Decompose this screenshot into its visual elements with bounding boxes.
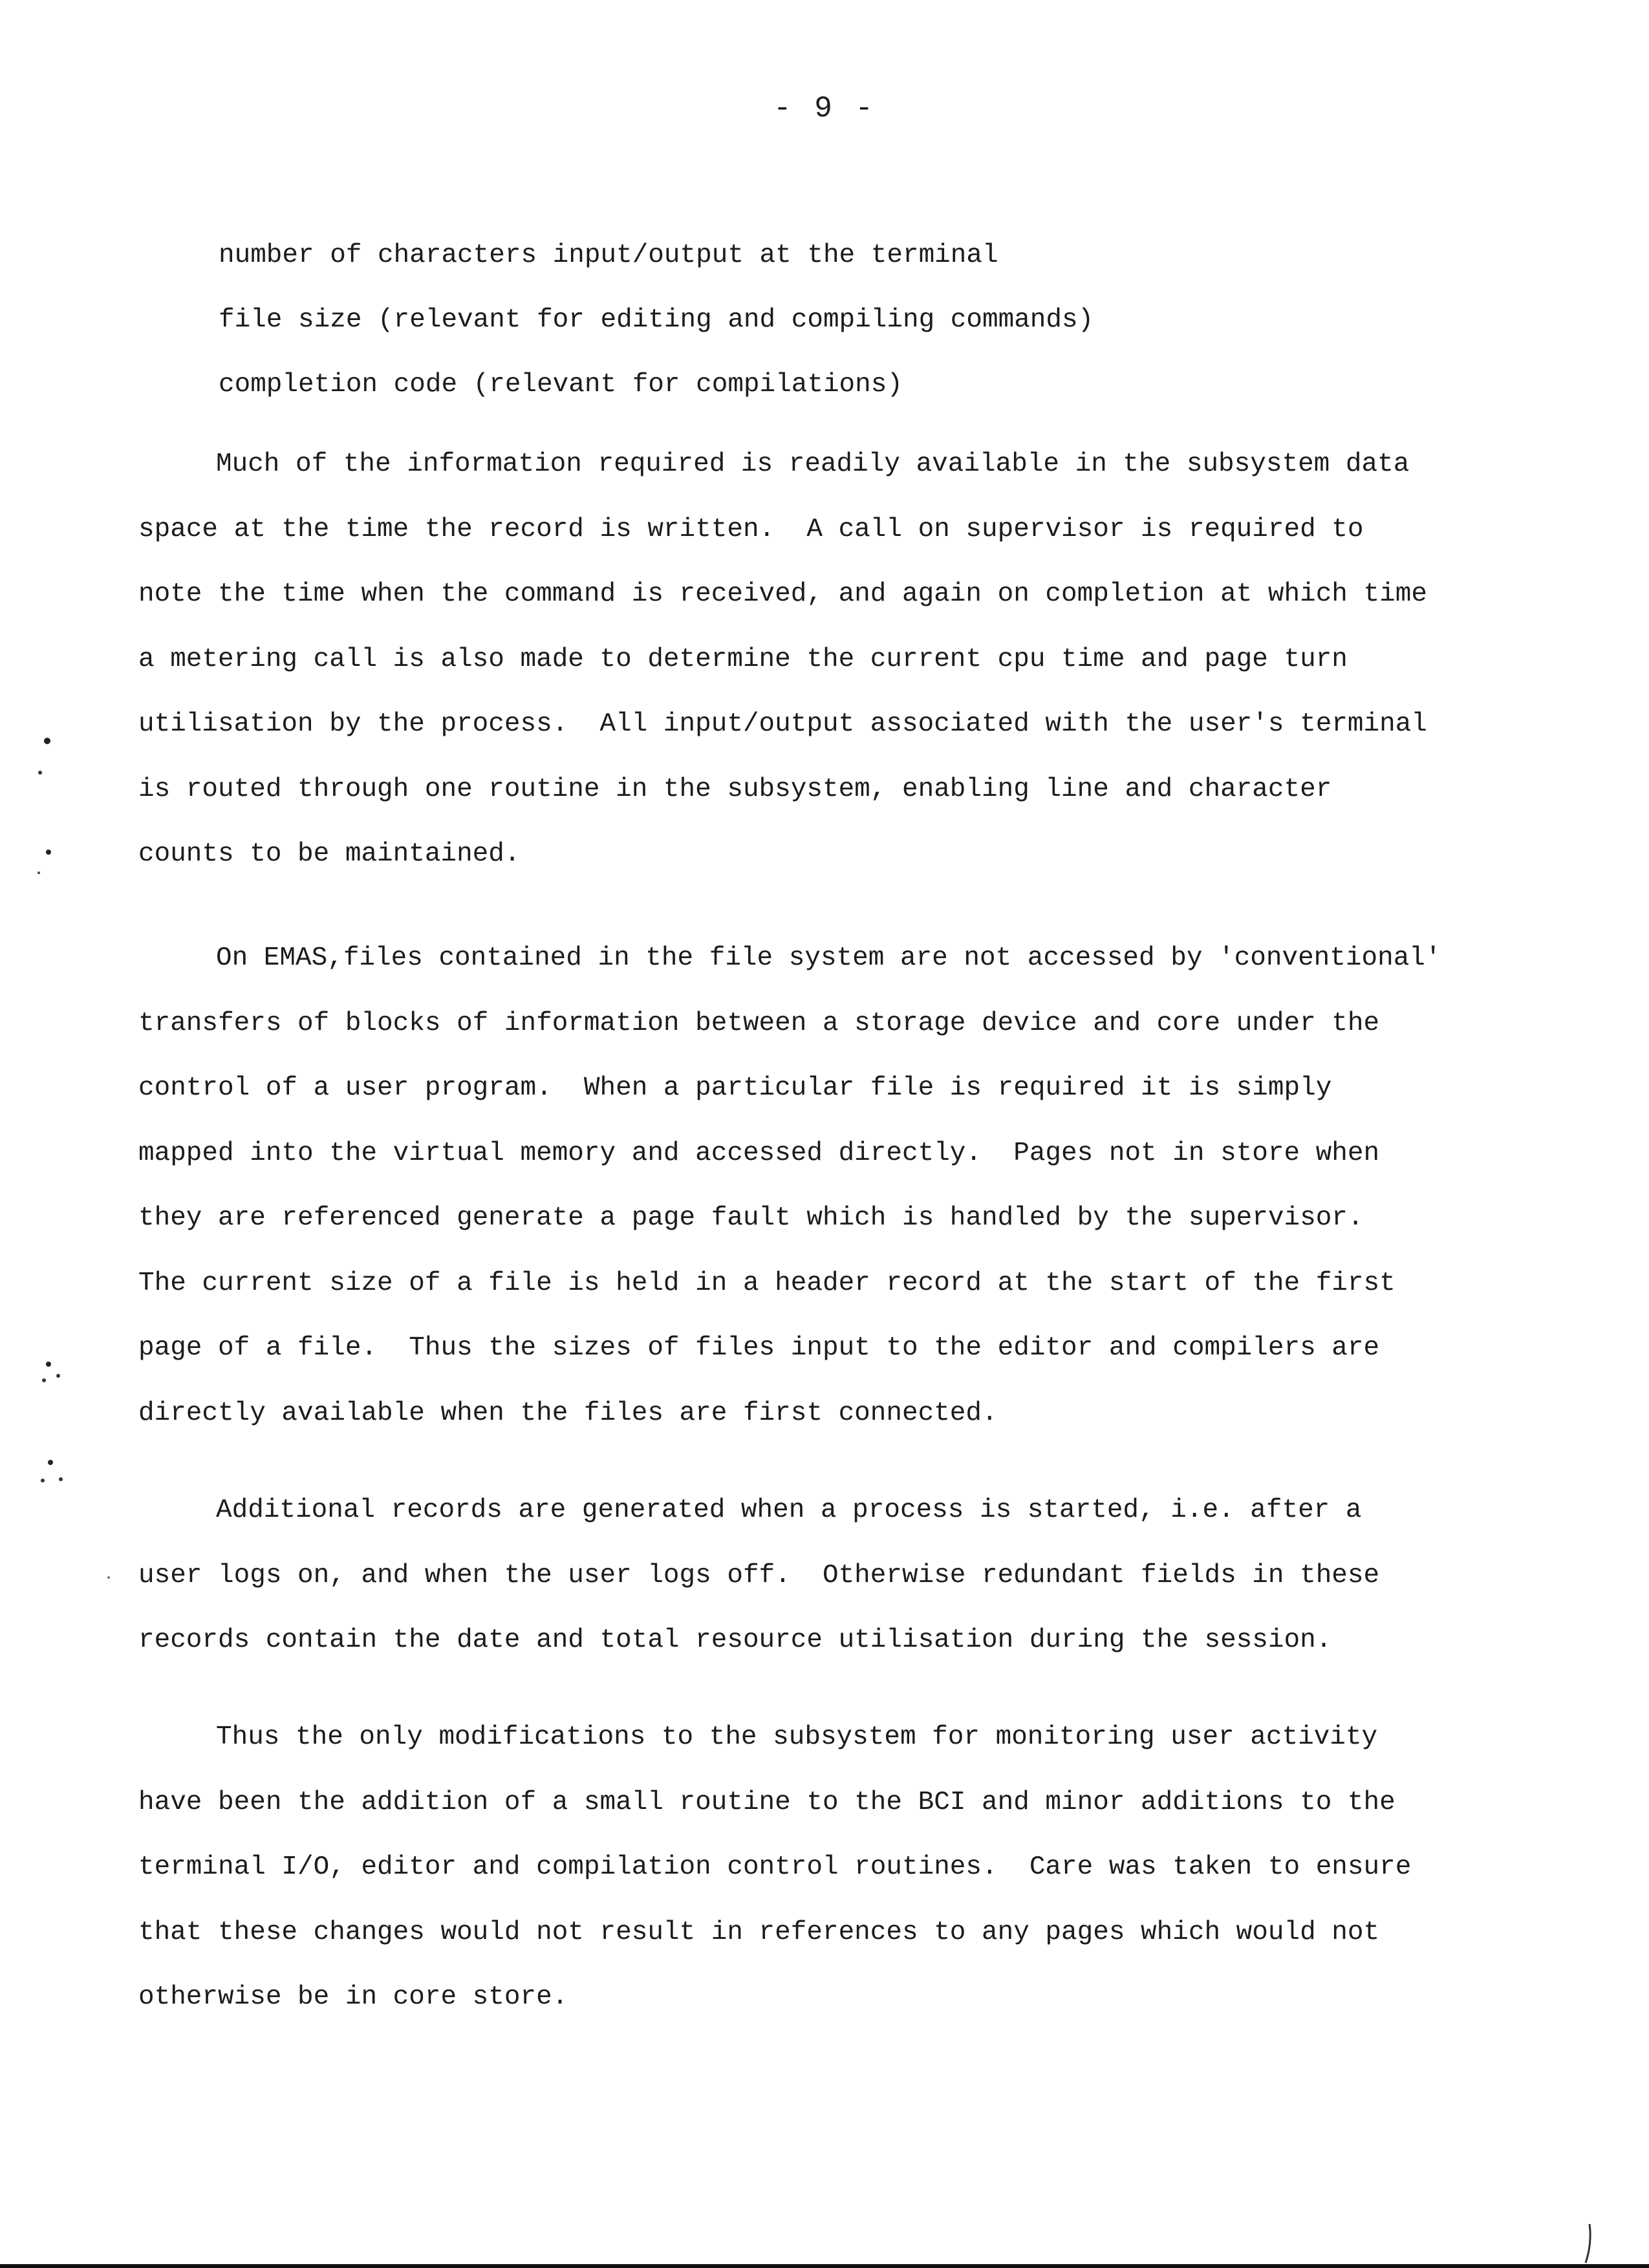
scan-mark — [1586, 2224, 1590, 2263]
page-number: - 9 - — [773, 92, 876, 125]
scan-speck — [44, 738, 50, 744]
paragraph-line: a metering call is also made to determine the current cpu time and page turn — [138, 644, 1348, 674]
paragraph-line: Much of the information required is readily available in the subsystem data — [216, 449, 1410, 479]
list-item: number of characters input/output at the terminal — [219, 241, 998, 270]
paragraph-line: they are referenced generate a page fault which is handled by the supervisor. — [138, 1203, 1364, 1233]
paragraph-line: otherwise be in core store. — [138, 1982, 568, 2012]
scan-bottom-edge — [0, 2264, 1649, 2268]
paragraph-line: mapped into the virtual memory and accessed directly. Pages not in store when — [138, 1138, 1380, 1168]
scan-speck — [107, 1576, 110, 1579]
list-item: file size (relevant for editing and compiling commands) — [219, 305, 1094, 335]
scan-speck — [38, 771, 42, 775]
paragraph-line: Thus the only modifications to the subsystem for monitoring user activity — [216, 1722, 1378, 1752]
paragraph-line: counts to be maintained. — [138, 839, 521, 869]
paragraph-line: is routed through one routine in the subsystem, enabling line and character — [138, 774, 1332, 804]
scan-speck — [48, 1460, 53, 1465]
paragraph-line: control of a user program. When a particular file is required it is simply — [138, 1073, 1332, 1103]
scan-speck — [42, 1378, 46, 1382]
paragraph-line: note the time when the command is received, and again on completion at which time — [138, 579, 1427, 609]
paragraph-line: records contain the date and total resource utilisation during the session. — [138, 1625, 1332, 1655]
paragraph-line: terminal I/O, editor and compilation control routines. Care was taken to ensure — [138, 1852, 1412, 1882]
scan-speck — [56, 1374, 60, 1378]
scan-speck — [46, 850, 51, 855]
list-item: completion code (relevant for compilations) — [219, 370, 903, 400]
scan-speck — [46, 1362, 51, 1367]
paragraph-line: The current size of a file is held in a header record at the start of the first — [138, 1268, 1396, 1298]
paragraph-line: have been the addition of a small routine to the BCI and minor additions to the — [138, 1787, 1396, 1817]
paragraph-line: Additional records are generated when a process is started, i.e. after a — [216, 1495, 1362, 1525]
scan-speck — [38, 872, 40, 874]
paragraph-line: user logs on, and when the user logs off. Otherwise redundant fields in these — [138, 1560, 1380, 1590]
scan-speck — [41, 1479, 45, 1482]
paragraph-line: that these changes would not result in references to any pages which would not — [138, 1917, 1380, 1947]
paragraph-line: On EMAS,files contained in the file system are not accessed by 'conventional' — [216, 943, 1441, 973]
paragraph-line: page of a file. Thus the sizes of files input to the editor and compilers are — [138, 1333, 1380, 1363]
paragraph-line: transfers of blocks of information between a storage device and core under the — [138, 1008, 1380, 1038]
scan-speck — [59, 1477, 63, 1481]
paragraph-line: utilisation by the process. All input/output associated with the user's terminal — [138, 709, 1427, 739]
paragraph-line: space at the time the record is written. A call on supervisor is required to — [138, 514, 1364, 544]
paragraph-line: directly available when the files are first connected. — [138, 1398, 998, 1428]
